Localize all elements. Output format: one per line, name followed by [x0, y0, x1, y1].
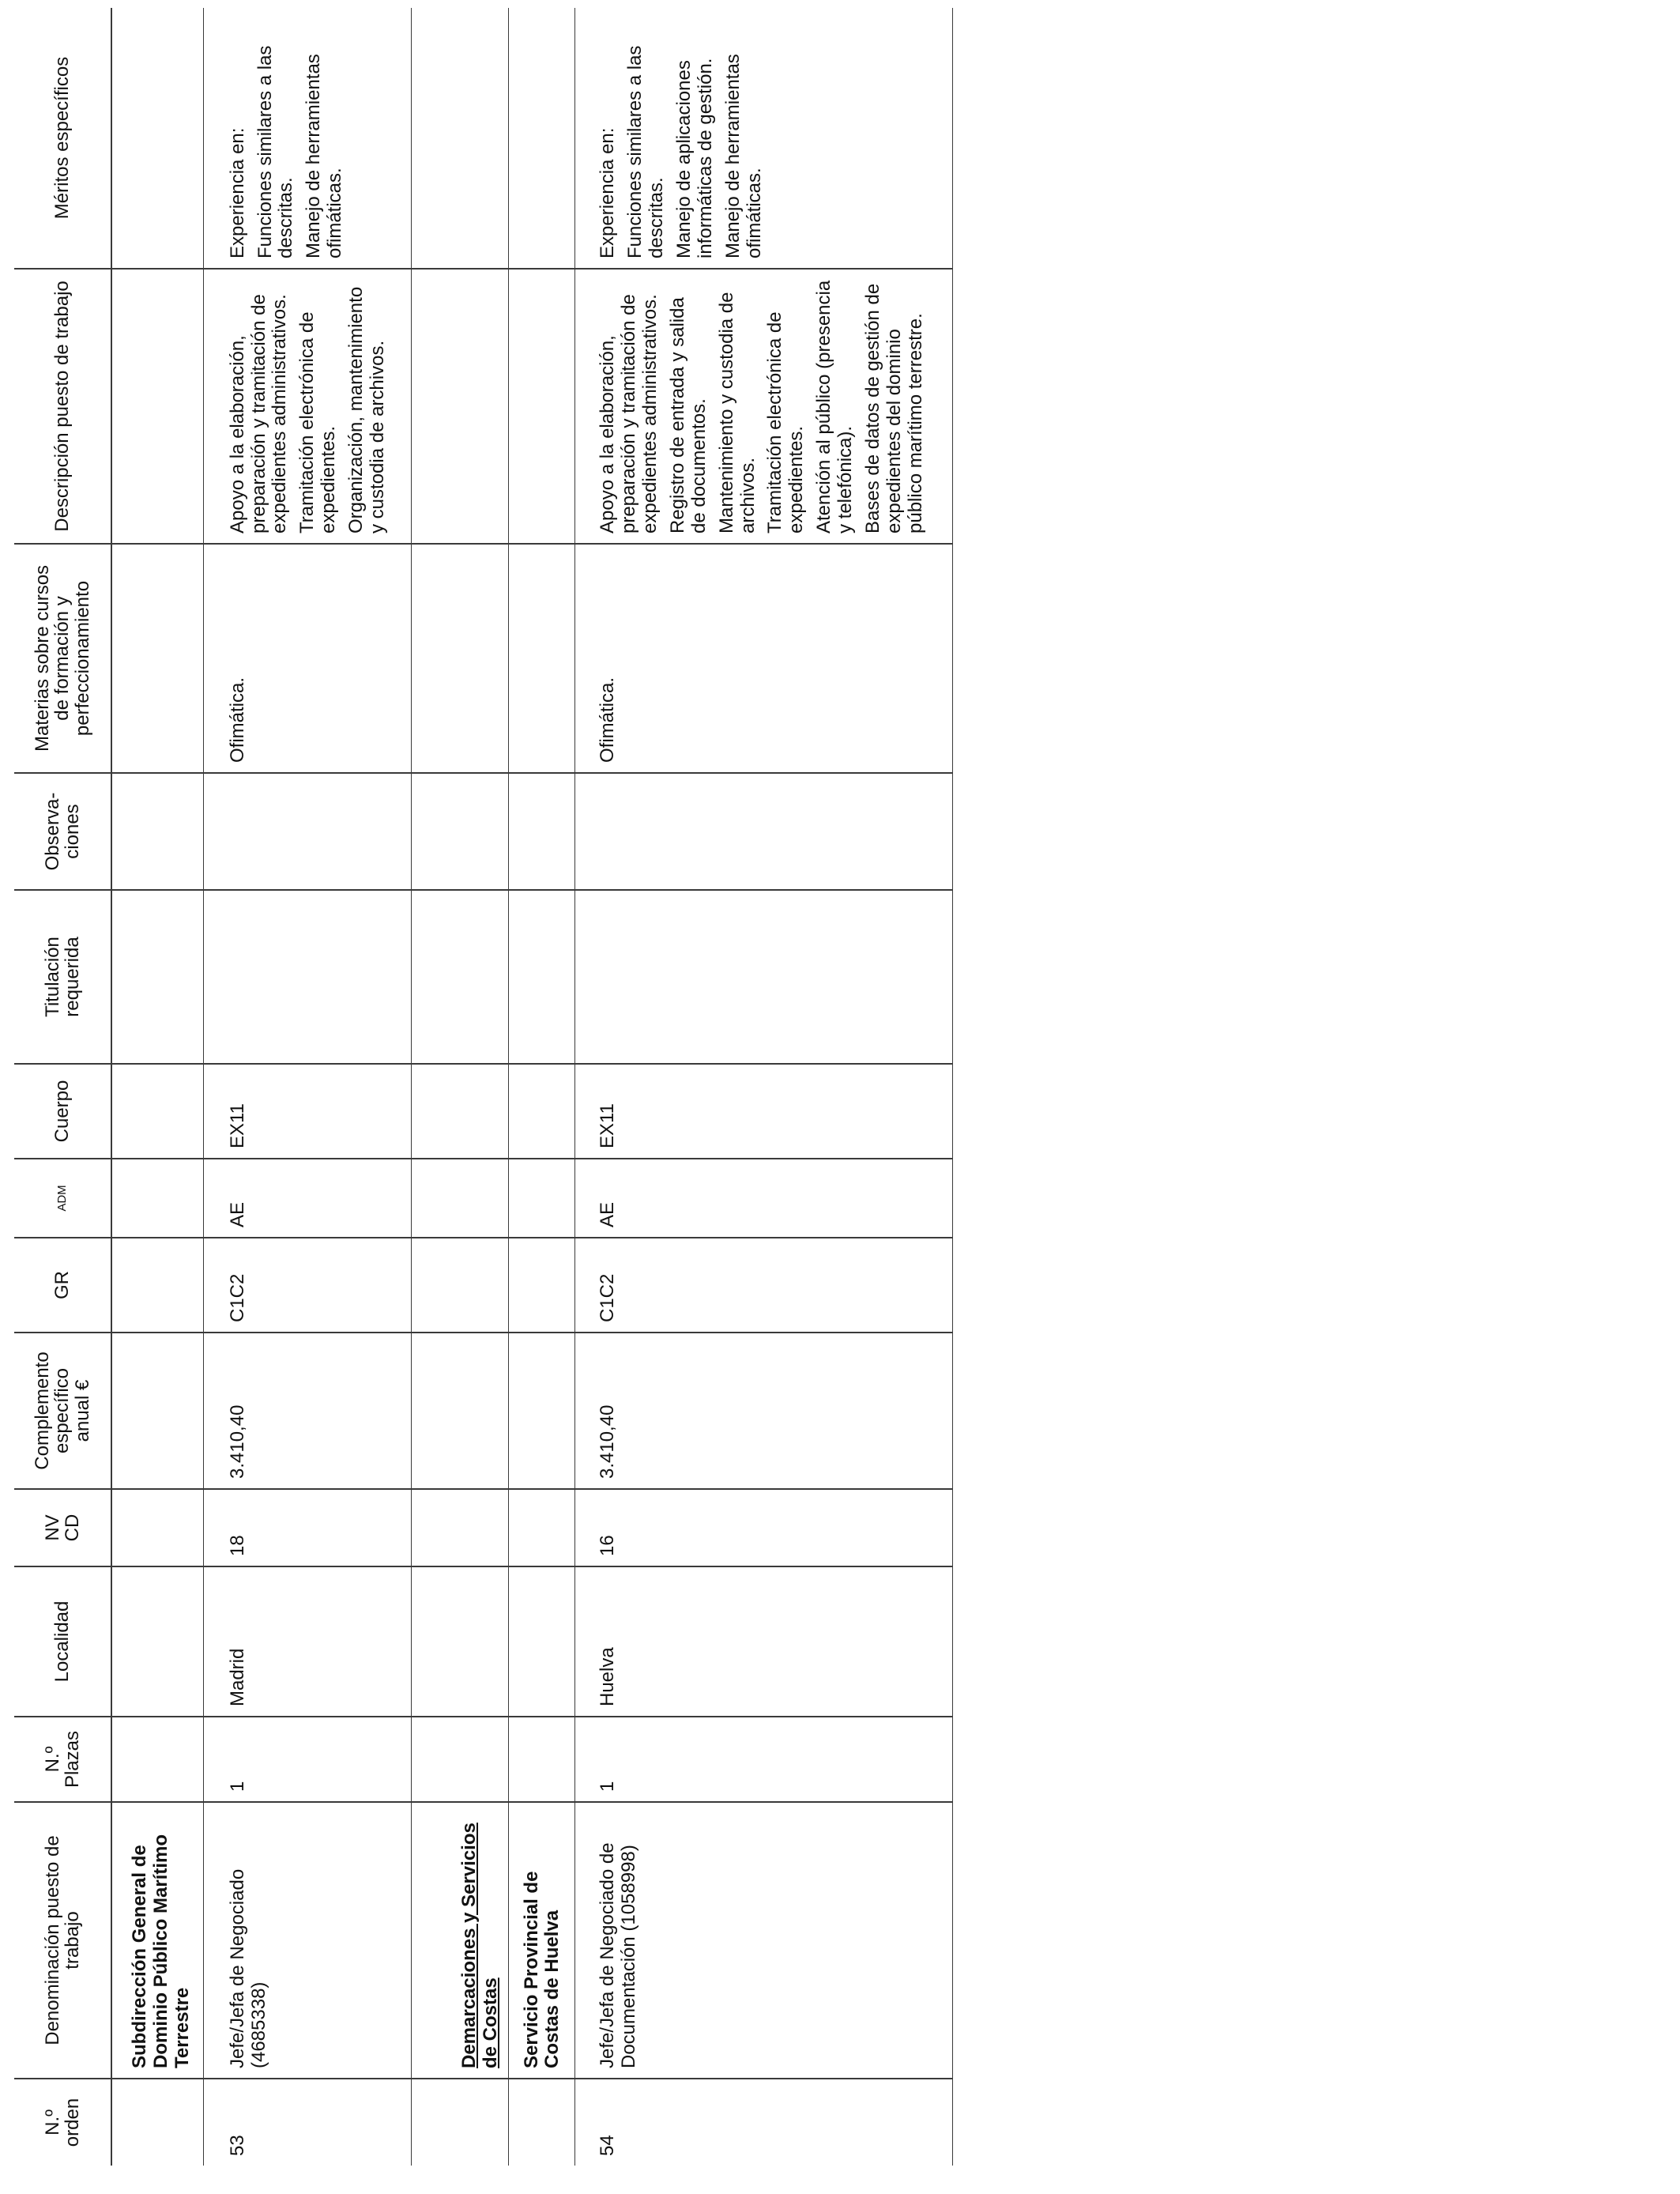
cell-localidad: Huelva	[575, 1566, 952, 1717]
descripcion-line: Tramitación electrónica de expedientes.	[296, 311, 340, 533]
descripcion-line: Registro de entrada y salida de documentos.	[666, 297, 710, 533]
cell-orden: 53	[203, 2079, 411, 2166]
descripcion-line: Apoyo a la elaboración, preparación y tramitación de expedientes administrativos.	[597, 294, 661, 533]
cell-meritos	[203, 8, 411, 269]
section-row-demarcaciones	[411, 8, 508, 2166]
descripcion-line: Organización, mantenimiento y custodia de archivos.	[345, 286, 388, 533]
cell-complemento: 3.410,40	[203, 1333, 411, 1489]
meritos-line: Funciones similares a las descritas.	[624, 45, 667, 258]
header-nvcd: NV CD	[14, 1489, 111, 1566]
header-materias: Materias sobre cursos de formación y perfeccionamiento	[14, 544, 111, 773]
cell-localidad: Madrid	[203, 1566, 411, 1717]
header-row	[14, 8, 111, 2166]
cell-plazas: 1	[203, 1717, 411, 1802]
header-observaciones: Observa-ciones	[14, 773, 111, 890]
header-adm: ADM	[14, 1159, 111, 1238]
descripcion-line: Mantenimiento y custodia de archivos.	[715, 292, 759, 533]
cell-denominacion: Jefe/Jefa de Negociado (4685338)	[203, 1802, 411, 2079]
cell-materias: Ofimática.	[575, 544, 952, 773]
cell-gr: C1C2	[575, 1238, 952, 1333]
meritos-line: Experiencia en:	[597, 127, 619, 258]
descripcion-line: Atención al público (presencia y telefónica).	[813, 280, 856, 533]
header-descripcion: Descripción puesto de trabajo	[14, 269, 111, 544]
header-cuerpo: Cuerpo	[14, 1064, 111, 1159]
cell-orden: 54	[575, 2079, 952, 2166]
cell-denominacion: Jefe/Jefa de Negociado de Documentación (1058998)	[575, 1802, 952, 2079]
cell-nvcd: 16	[575, 1489, 952, 1566]
descripcion-line: Bases de datos de gestión de expedientes del dominio público marítimo terrestre.	[861, 283, 926, 533]
header-orden: N.º orden	[14, 2079, 111, 2166]
cell-adm: AE	[575, 1159, 952, 1238]
descripcion-line: Apoyo a la elaboración, preparación y tramitación de expedientes administrativos.	[226, 294, 291, 533]
section-subdireccion: Subdirección General de Dominio Público Marítimo Terrestre	[111, 1802, 203, 2079]
section-row-servicio-huelva	[508, 8, 575, 2166]
meritos-line: Manejo de herramientas ofimáticas.	[721, 54, 765, 258]
cell-cuerpo: EX11	[203, 1064, 411, 1159]
meritos-line: Manejo de herramientas ofimáticas.	[303, 54, 346, 258]
meritos-line: Manejo de aplicaciones informáticas de gestión.	[672, 58, 716, 258]
positions-table	[14, 8, 953, 2166]
cell-observaciones	[203, 773, 411, 890]
header-denominacion: Denominación puesto de trabajo	[14, 1802, 111, 2079]
header-plazas: N.º Plazas	[14, 1717, 111, 1802]
cell-nvcd: 18	[203, 1489, 411, 1566]
cell-adm: AE	[203, 1159, 411, 1238]
cell-titulacion	[575, 890, 952, 1064]
cell-titulacion	[203, 890, 411, 1064]
table-row	[575, 8, 952, 2166]
section-servicio-huelva: Servicio Provincial de Costas de Huelva	[508, 1802, 575, 2079]
header-meritos: Méritos específicos	[14, 8, 111, 269]
cell-plazas: 1	[575, 1717, 952, 1802]
cell-cuerpo: EX11	[575, 1064, 952, 1159]
cell-descripcion	[575, 269, 952, 544]
descripcion-line: Tramitación electrónica de expedientes.	[764, 311, 808, 533]
header-gr: GR	[14, 1238, 111, 1333]
cell-gr: C1C2	[203, 1238, 411, 1333]
cell-complemento: 3.410,40	[575, 1333, 952, 1489]
header-complemento: Complemento específico anual €	[14, 1333, 111, 1489]
section-demarcaciones: Demarcaciones y Servicios de Costas	[411, 1802, 508, 2079]
header-localidad: Localidad	[14, 1566, 111, 1717]
meritos-line: Experiencia en:	[226, 127, 248, 258]
header-titulacion: Titulación requerida	[14, 890, 111, 1064]
section-row-subdireccion	[111, 8, 203, 2166]
cell-descripcion	[203, 269, 411, 544]
table-row	[203, 8, 411, 2166]
cell-materias: Ofimática.	[203, 544, 411, 773]
cell-meritos	[575, 8, 952, 269]
meritos-line: Funciones similares a las descritas.	[254, 45, 297, 258]
cell-observaciones	[575, 773, 952, 890]
